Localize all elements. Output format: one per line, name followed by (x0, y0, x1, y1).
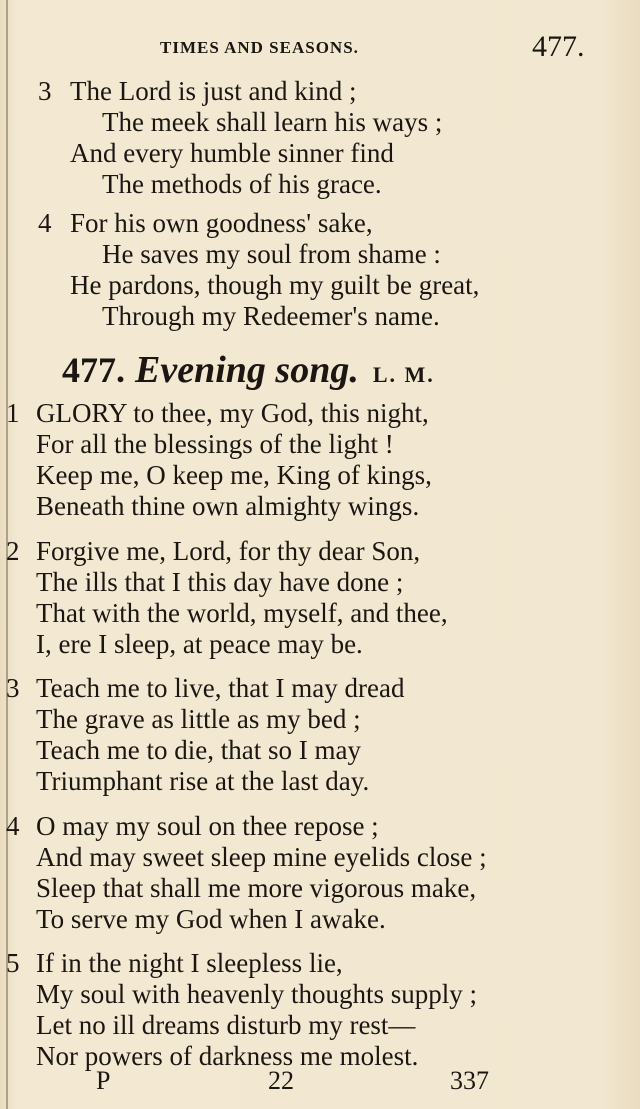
stanza-line: O may my soul on thee repose ; (36, 811, 379, 841)
stanza-line: For his own goodness' sake, (70, 208, 373, 238)
stanza-line: The ills that I this day have done ; (36, 567, 404, 597)
stanza-line: Sleep that shall me more vigorous make, (36, 873, 477, 903)
stanza-line: The methods of his grace. (102, 169, 382, 199)
stanza-line: That with the world, myself, and thee, (36, 598, 448, 628)
stanza-line: Forgive me, Lord, for thy dear Son, (36, 536, 421, 566)
stanza-line: He pardons, though my guilt be great, (70, 270, 480, 300)
stanza-line: Nor powers of darkness me molest. (36, 1041, 419, 1071)
stanza-line: GLORY to thee, my God, this night, (36, 398, 429, 428)
stanza-line: The Lord is just and kind ; (70, 76, 357, 106)
stanza-line: Triumphant rise at the last day. (36, 766, 370, 796)
stanza-line: For all the blessings of the light ! (36, 429, 394, 459)
stanza-line: I, ere I sleep, at peace may be. (36, 629, 363, 659)
hymn-number: 477. (62, 350, 125, 390)
stanza-line: And may sweet sleep mine eyelids close ; (36, 842, 487, 872)
stanza-line: He saves my soul from shame : (102, 239, 441, 269)
stanza-number: 4 (6, 811, 20, 841)
stanza-line: To serve my God when I awake. (36, 904, 386, 934)
stanza-number: 4 (38, 208, 52, 238)
stanza-line: The grave as little as my bed ; (36, 704, 361, 734)
stanza-line: If in the night I sleepless lie, (36, 948, 343, 978)
stanza-number: 1 (6, 398, 20, 428)
stanza-line: Through my Redeemer's name. (102, 301, 440, 331)
stanza-line: Teach me to die, that so I may (36, 735, 362, 765)
stanza-line: Beneath thine own almighty wings. (36, 491, 420, 521)
sheet-number: 22 (268, 1066, 294, 1095)
stanza-line: Let no ill dreams disturb my rest— (36, 1010, 416, 1040)
folio-number: 337 (450, 1066, 489, 1095)
running-head: TIMES AND SEASONS. (160, 38, 359, 57)
stanza-line: And every humble sinner find (70, 138, 394, 168)
page-number: 477. (532, 30, 585, 63)
hymn-title (62, 348, 435, 392)
stanza-line: Teach me to live, that I may dread (36, 673, 405, 703)
stanza-line: Keep me, O keep me, King of kings, (36, 460, 432, 490)
stanza-number: 3 (6, 673, 20, 703)
stanza-number: 2 (6, 536, 20, 566)
hymn-name: Evening song. (135, 349, 359, 391)
stanza-line: The meek shall learn his ways ; (102, 107, 443, 137)
stanza-line: My soul with heavenly thoughts supply ; (36, 979, 477, 1009)
stanza-number: 3 (38, 76, 52, 106)
hymn-meter: L. M. (372, 362, 435, 387)
signature-mark: P (96, 1066, 111, 1095)
stanza-number: 5 (6, 948, 20, 978)
